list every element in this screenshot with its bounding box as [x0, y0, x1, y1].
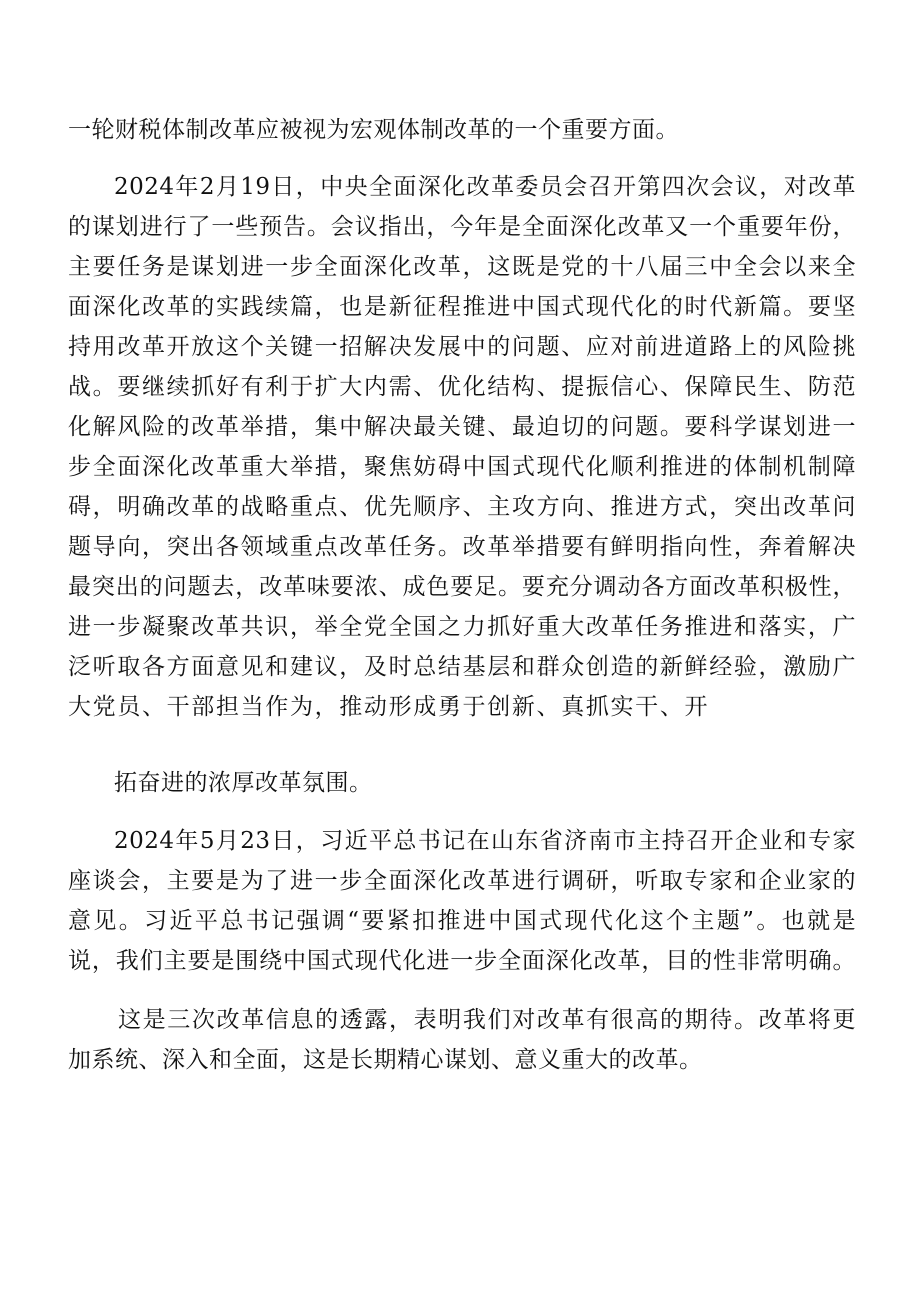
text-line: 大党员、干部担当作为，推动形成勇于创新、真抓实干、开	[68, 694, 708, 720]
text-line: 意见。习近平总书记强调“要紧扣推进中国式现代化这个主题”。也就是	[68, 908, 856, 934]
text-line: 题导向，突出各领域重点改革任务。改革举措要有鲜明指向性，奔着解决	[68, 534, 856, 560]
text-line: 主要任务是谋划进一步全面深化改革，这既是党的十八届三中全会以来全	[68, 254, 856, 280]
text-line: 泛听取各方面意见和建议，及时总结基层和群众创造的新鲜经验，激励广	[68, 654, 856, 680]
text-line: 持用改革开放这个关键一招解决发展中的问题、应对前进道路上的风险挑	[68, 334, 856, 360]
text-line: 座谈会，主要是为了进一步全面深化改革进行调研，听取专家和企业家的	[68, 868, 856, 894]
text-line: 一轮财税体制改革应被视为宏观体制改革的一个重要方面。	[68, 117, 679, 143]
text-line: 面深化改革的实践续篇，也是新征程推进中国式现代化的时代新篇。要坚	[68, 294, 856, 320]
text-line: 最突出的问题去，改革味要浓、成色要足。要充分调动各方面改革积极性，	[68, 574, 856, 600]
text-line: 进一步凝聚改革共识，举全党全国之力抓好重大改革任务推进和落实，广	[68, 614, 856, 640]
text-line: 战。要继续抓好有利于扩大内需、优化结构、提振信心、保障民生、防范	[68, 374, 856, 400]
text-line: 2024年5月23日，习近平总书记在山东省济南市主持召开企业和专家	[114, 828, 856, 854]
text-line: 碍，明确改革的战略重点、优先顺序、主攻方向、推进方式，突出改革问	[68, 494, 856, 520]
text-line: 这是三次改革信息的透露，表明我们对改革有很高的期待。改革将更	[118, 1007, 856, 1033]
text-line: 的谋划进行了一些预告。会议指出，今年是全面深化改革又一个重要年份，	[68, 214, 856, 240]
text-line: 化解风险的改革举措，集中解决最关键、最迫切的问题。要科学谋划进一	[68, 414, 856, 440]
text-line: 加系统、深入和全面，这是长期精心谋划、意义重大的改革。	[68, 1047, 703, 1073]
text-line: 说，我们主要是围绕中国式现代化进一步全面深化改革，目的性非常明确。	[68, 948, 856, 974]
text-line: 步全面深化改革重大举措，聚焦妨碍中国式现代化顺利推进的体制机制障	[68, 454, 856, 480]
text-line: 拓奋进的浓厚改革氛围。	[114, 770, 373, 796]
text-line: 2024年2月19日，中央全面深化改革委员会召开第四次会议，对改革	[114, 174, 856, 200]
